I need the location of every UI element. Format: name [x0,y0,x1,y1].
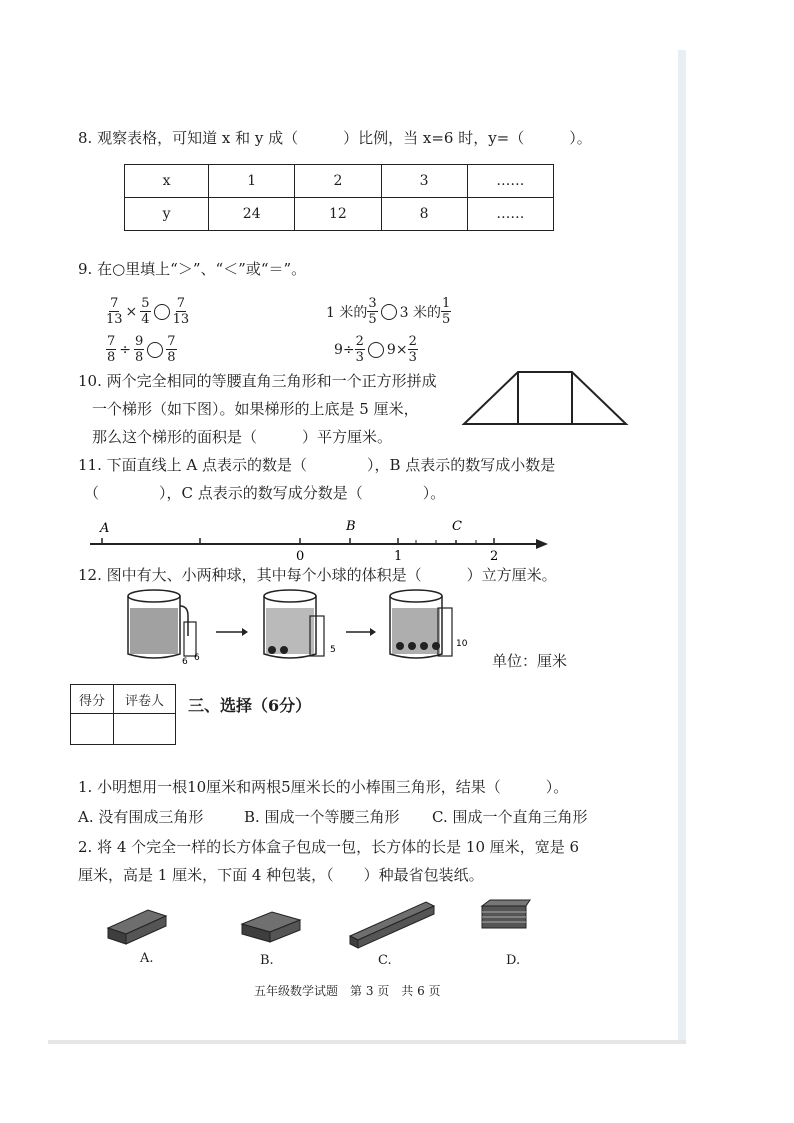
c2-packages [104,898,544,950]
answer-circle[interactable] [368,342,384,358]
beaker-1 [128,590,200,667]
answer-circle[interactable] [154,304,170,320]
q9-item-3 [326,296,451,327]
answer-circle[interactable] [147,342,163,358]
c1-option-c[interactable]: C. 围成一个直角三角形 [432,808,588,826]
tick-label-2: 2 [490,549,499,564]
fraction: $\frac{2}{3}$ [355,334,364,365]
beaker-2 [264,590,336,658]
table-row [125,198,554,231]
fraction: $\frac{3}{5}$ [368,296,377,327]
q9-text: 9. 在○里填上“＞”、“＜”或“＝”。 [78,260,307,278]
arrow-2-head [370,628,376,636]
table-cell: …… [467,165,553,198]
q9-item-2 [106,334,177,365]
label-a: A [100,521,110,536]
trapezoid-figure [462,370,628,426]
c1-option-a[interactable]: A. 没有围成三角形 [78,808,204,826]
q10-line2: 一个梯形（如下图）。如果梯形的上底是 5 厘米， [92,400,419,418]
tick-label-1: 1 [394,549,403,564]
c1-text: 1. 小明想用一根10厘米和两根5厘米长的小棒围三角形，结果（ ）。 [78,778,569,796]
c1-option-b[interactable]: B. 围成一个等腰三角形 [244,808,400,826]
answer-circle[interactable] [381,304,397,320]
dim-label: 5 [330,645,336,655]
c2-label-b: B. [260,953,274,968]
arrow-1-head [242,628,248,636]
fraction: $\frac{5}{4}$ [141,296,150,327]
page-edge-bottom [48,1040,686,1044]
grader-label: 评卷人 [114,685,176,714]
dim-label: 10 [456,639,468,649]
page-footer: 五年级数学试题 第 3 页 共 6 页 [254,984,441,998]
table-cell: 8 [381,198,467,231]
q11-line2: （ ），C 点表示的数写成分数是（ ）。 [84,484,446,502]
text: 9× [386,341,408,358]
c2-label-a: A. [140,951,154,966]
trapezoid-outline [464,372,626,424]
package-b[interactable] [242,912,300,942]
q12-unit: 单位：厘米 [492,652,568,670]
fraction: $\frac{7}{13}$ [172,296,190,327]
c2-label-d: D. [506,953,521,968]
number-line [90,516,550,562]
text: 9÷ [334,341,355,358]
table-cell: y [125,198,209,231]
table-cell: …… [467,198,553,231]
fraction: $\frac{7}{8}$ [107,334,116,365]
q9-item-4 [334,334,418,365]
c2-line1: 2. 将 4 个完全一样的长方体盒子包成一包，长方体的长是 10 厘米，宽是 6 [78,838,580,856]
q9-item-1 [106,296,189,327]
table-cell: 3 [381,165,467,198]
q10-line3: 那么这个梯形的面积是（ ）平方厘米。 [92,428,393,446]
fraction: $\frac{9}{8}$ [135,334,144,365]
table-row [125,165,554,198]
table-cell: 2 [295,165,381,198]
fraction: $\frac{7}{8}$ [167,334,176,365]
number-line-arrow [536,539,548,549]
label-c: C [452,519,462,534]
operator: × [125,303,138,320]
score-cell[interactable] [71,714,114,745]
page-edge-right [678,50,686,1040]
fraction: $\frac{1}{5}$ [442,296,451,327]
q11-line1: 11. 下面直线上 A 点表示的数是（ ），B 点表示的数写成小数是 [78,456,556,474]
grader-cell[interactable] [114,714,176,745]
fraction: $\frac{2}{3}$ [408,334,417,365]
text: 1 米的 [326,304,368,321]
c2-line2: 厘米，高是 1 厘米，下面 4 种包装，（ ）种最省包装纸。 [78,866,484,884]
c2-label-c: C. [378,953,392,968]
q10-line1: 10. 两个完全相同的等腰直角三角形和一个正方形拼成 [78,372,437,390]
table-cell: 12 [295,198,381,231]
label-b: B [346,519,356,534]
score-box [70,684,176,745]
q8-text: 8. 观察表格，可知道 x 和 y 成（ ）比例，当 x=6 时，y=（ ）。 [78,129,592,147]
q12-figure [124,586,474,666]
table-cell: 24 [209,198,295,231]
package-d[interactable] [482,900,530,928]
tick-label-0: 0 [296,549,305,564]
beaker-3 [390,590,468,658]
dim-label: 6 [182,657,188,667]
package-a[interactable] [108,910,166,944]
table-cell: 1 [209,165,295,198]
fraction: $\frac{7}{13}$ [106,296,123,327]
score-label: 得分 [71,685,114,714]
q12-text: 12. 图中有大、小两种球，其中每个小球的体积是（ ）立方厘米。 [78,566,557,584]
package-c[interactable] [350,902,434,948]
section-title: 三、选择（6分） [188,696,312,715]
operator: ÷ [119,341,132,358]
text: 3 米的 [399,304,441,321]
dim-label: 6 [194,653,200,663]
table-cell: x [125,165,209,198]
q8-table [124,164,554,231]
